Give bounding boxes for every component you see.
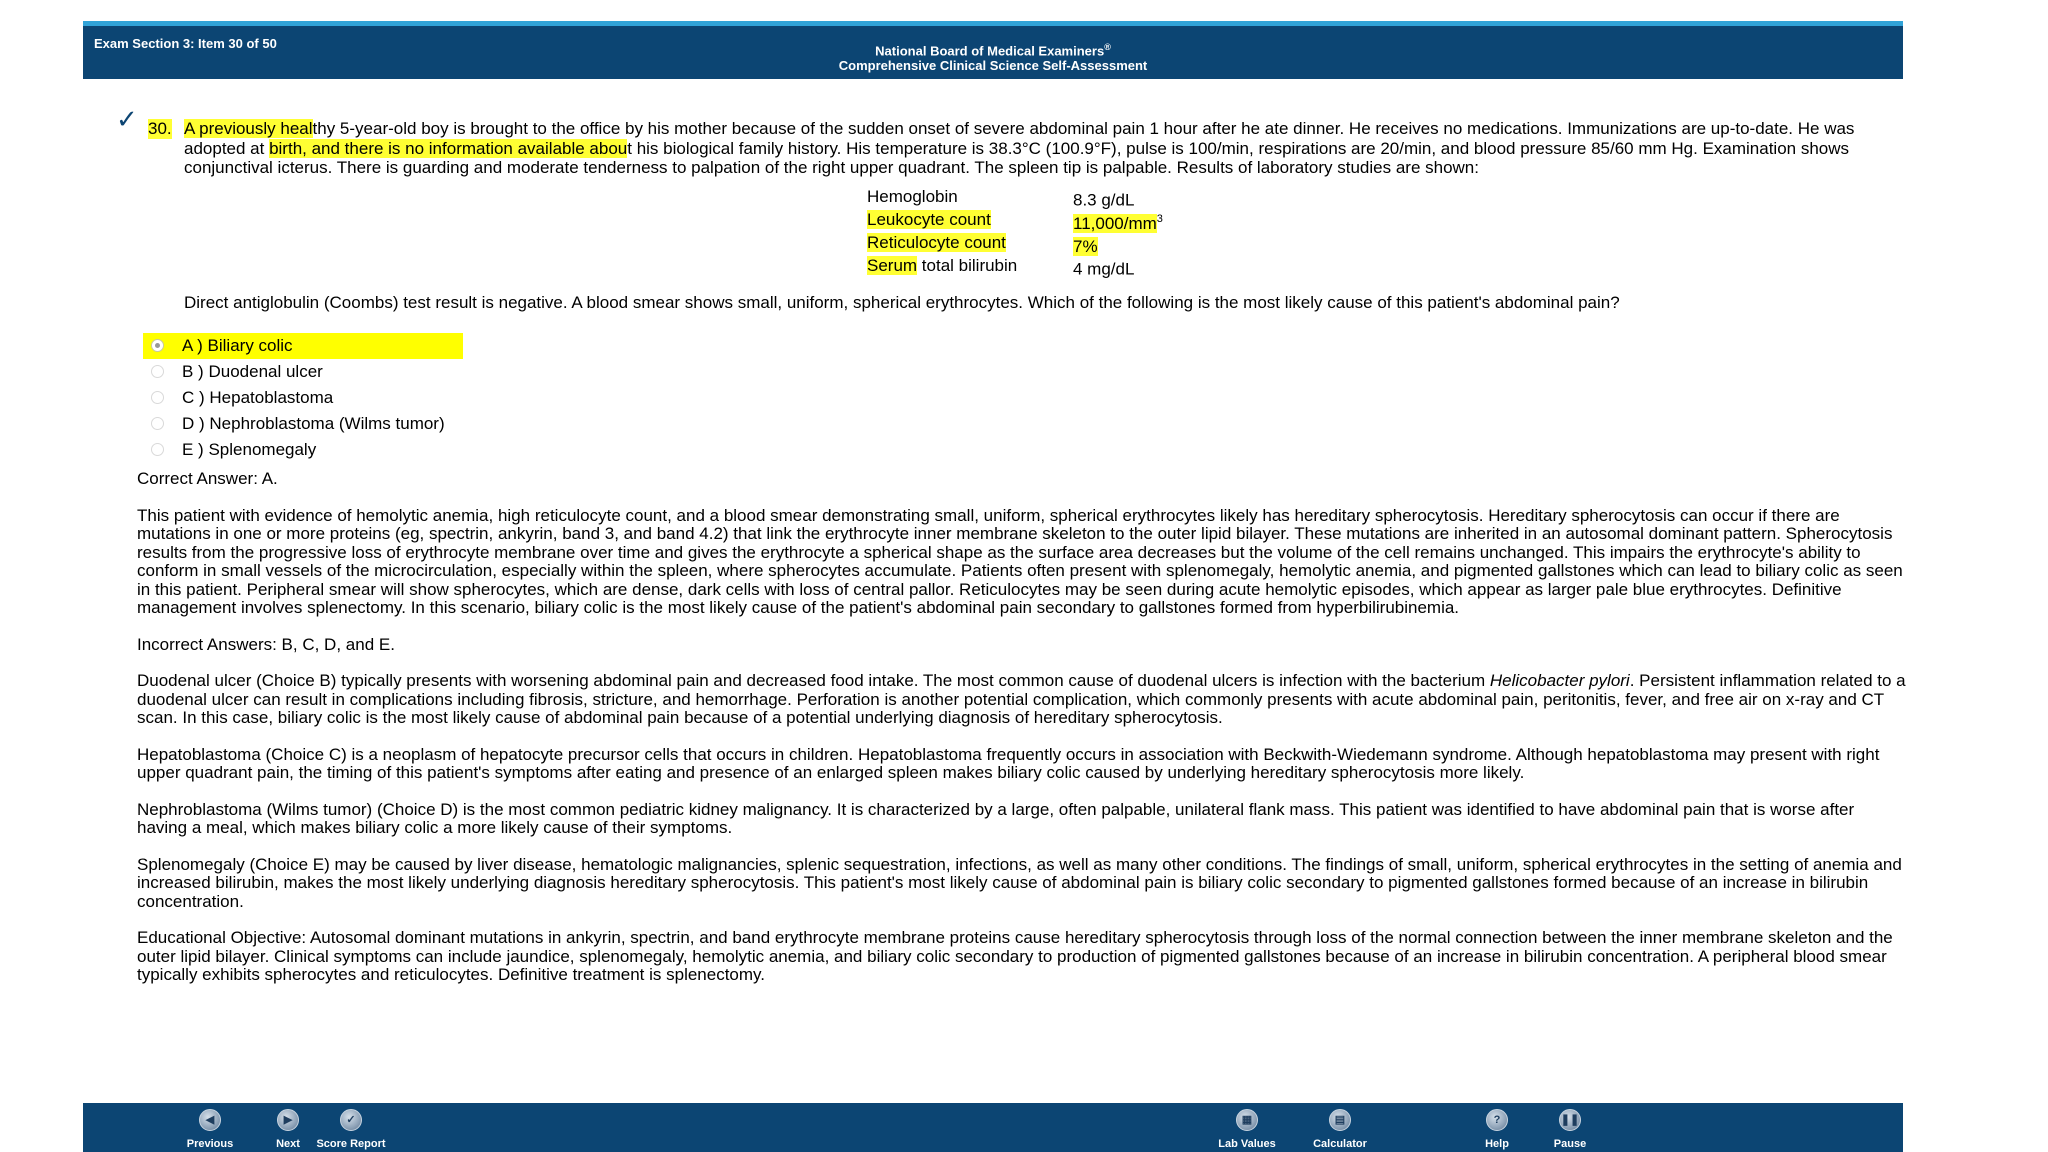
- radio-button[interactable]: [151, 365, 164, 378]
- calculator-button[interactable]: [1295, 1109, 1385, 1150]
- pause-label: Pause: [1553, 1138, 1587, 1150]
- question-number: 30.: [148, 119, 172, 138]
- choice-letter: B ): [182, 362, 204, 381]
- help-label: Help: [1485, 1138, 1509, 1150]
- arrow-right-icon: ▶: [277, 1109, 299, 1131]
- lab-name: [867, 187, 1073, 210]
- lab-row: [867, 187, 1163, 210]
- next-label: Next: [276, 1138, 300, 1150]
- navigation-toolbar: [83, 1103, 1903, 1152]
- lab-name-highlight: Leukocyte count: [867, 210, 991, 230]
- lab-value-highlight: 7%: [1073, 236, 1098, 256]
- lab-values-icon: ▦: [1236, 1109, 1258, 1131]
- choice-text: Biliary colic: [207, 336, 293, 355]
- choice-text: Splenomegaly: [208, 440, 317, 459]
- choice-d[interactable]: [143, 411, 463, 437]
- lab-name-text: total bilirubin: [917, 256, 1018, 276]
- explanation-text: . Persistent inflammation related to a duodenal ulcer can result in complications including fibrosis, stricture, and hemorrhage. Perforation is another potential complication, which commonly presents with acute abdominal pain, peritonitis, fever, and free air on x-ray and CT scan. In this case, biliary colic is the most likely cause of abdominal pain because of a potential underlying diagnosis of hereditary spherocytosis.: [137, 671, 1906, 727]
- lab-value-text: 8.3 g/dL: [1073, 190, 1135, 210]
- educational-objective: Educational Objective: Autosomal dominant mutations in ankyrin, spectrin, and band erythrocyte membrane proteins cause hereditary spherocytosis through loss of the normal connection between the inner membrane skeleton and the outer lipid bilayer. Clinical symptoms can include jaundice, splenomegaly, hemolytic anemia, and biliary colic secondary to production of pigmented gallstones because of an increase in bilirubin concentration. A peripheral blood smear typically exhibits spherocytes and reticulocytes. Definitive treatment is splenectomy.: [137, 928, 1893, 984]
- choice-label[interactable]: [182, 385, 333, 411]
- explanation-paragraph: Nephroblastoma (Wilms tumor) (Choice D) is the most common pediatric kidney malignancy. It is characterized by a large, often palpable, unilateral flank mass. This patient was identified to have abdominal pain that is worse after having a meal, which makes biliary colic a more likely cause of their symptoms.: [137, 799, 1855, 837]
- lab-value-unit-sup: 3: [1156, 213, 1163, 226]
- checkmark-icon: ✓: [340, 1109, 362, 1131]
- checkmark-icon[interactable]: ✓: [116, 104, 138, 134]
- radio-button[interactable]: [151, 417, 164, 430]
- choice-letter: C ): [182, 388, 205, 407]
- arrow-left-icon: ◀: [199, 1109, 221, 1131]
- lab-values-button[interactable]: [1202, 1109, 1292, 1150]
- lab-row: [867, 210, 1163, 233]
- lab-value-highlight: 11,000/mm: [1073, 213, 1157, 233]
- stem-highlight-2: birth, and there is no information available abou: [269, 138, 628, 158]
- explanation-paragraph: Splenomegaly (Choice E) may be caused by liver disease, hematologic malignancies, splenic sequestration, infections, as well as many other conditions. The findings of small, uniform, spherical erythrocytes in the setting of anemia and increased bilirubin, makes the most likely underlying diagnosis hereditary spherocytosis. This patient's most likely cause of abdominal pain is biliary colic secondary to pigmented gallstones formed because of an increase in bilirubin concentration.: [137, 854, 1902, 911]
- lab-value: [1073, 210, 1163, 233]
- lab-name-highlight: Reticulocyte count: [867, 233, 1006, 253]
- explanation-paragraph: This patient with evidence of hemolytic anemia, high reticulocyte count, and a blood smear demonstrating small, uniform, spherical erythrocytes likely has hereditary spherocytosis. Hereditary spherocytosis can occur if there are mutations in one or more proteins (eg, spectrin, ankyrin, band 3, and band 4.2) that link the erythrocyte inner membrane skeleton to the outer lipid bilayer. These mutations are inherited in an autosomal dominant pattern. Spherocytosis results from the progressive loss of erythrocyte membrane over time and gives the erythrocyte a spherical shape as the surface area decreases but the volume of the cell remains unchanged. This impairs the erythrocyte's ability to conform in small vessels of the microcirculation, especially within the spleen, where spherocytes accumulate. Patients often present with splenomegaly, hemolytic anemia, and pigmented gallstones which can lead to biliary colic as seen in this patient. Peripheral smear will show spherocytes, which are dense, dark cells with loss of central pallor. Reticulocytes may be seen during acute hemolytic episodes, which appear as larger pale blue erythrocytes. Definitive management involves splenectomy. In this scenario, biliary colic is the most likely cause of the patient's abdominal pain secondary to gallstones formed from hyperbilirubinemia.: [137, 505, 1903, 617]
- question-prompt: Direct antiglobulin (Coombs) test result is negative. A blood smear shows small, uniform, spherical erythrocytes. Which of the following is the most likely cause of this patient's abdominal pain?: [184, 293, 1620, 312]
- lab-row: [867, 256, 1163, 279]
- choice-letter: A ): [182, 336, 203, 355]
- lab-value: [1073, 256, 1134, 279]
- choice-label[interactable]: [182, 437, 316, 463]
- choice-letter: D ): [182, 414, 205, 433]
- choice-label[interactable]: [182, 411, 445, 437]
- choice-a[interactable]: [143, 333, 463, 359]
- explanation-paragraph: [137, 672, 1907, 728]
- radio-button[interactable]: [151, 443, 164, 456]
- explanation-text: Duodenal ulcer (Choice B) typically presents with worsening abdominal pain and decreased food intake. The most common cause of duodenal ulcers is infection with the bacterium: [137, 671, 1490, 690]
- answer-choices: [143, 333, 463, 463]
- lab-name: [867, 210, 1073, 233]
- lab-value: [1073, 233, 1098, 256]
- explanation-italic: Helicobacter pylori: [1489, 671, 1630, 690]
- lab-value-text: 4 mg/dL: [1073, 260, 1135, 280]
- radio-button[interactable]: [151, 391, 164, 404]
- pause-button[interactable]: [1525, 1109, 1615, 1150]
- choice-b[interactable]: [143, 359, 463, 385]
- title-line2: Comprehensive Clinical Science Self-Assessment: [838, 58, 1148, 74]
- choice-text: Nephroblastoma (Wilms tumor): [209, 414, 445, 433]
- question-stem: [184, 119, 1884, 178]
- stem-text-2: t his biological family history. His temperature is 38.3°C (100.9°F), pulse is 100/min, respirations are 20/min, and blood pressure 85/60 mm Hg. Examination shows conjunctival icterus. There is guarding and moderate tenderness to palpation of the right upper quadrant. The spleen tip is palpable. Results of laboratory studies are shown:: [184, 138, 1850, 177]
- choice-label[interactable]: [182, 333, 293, 359]
- lab-name: [867, 233, 1073, 256]
- calculator-label: Calculator: [1313, 1138, 1367, 1150]
- help-icon: ?: [1486, 1109, 1508, 1131]
- lab-row: [867, 233, 1163, 256]
- registered-mark: ®: [1104, 42, 1111, 52]
- radio-button[interactable]: [151, 339, 164, 352]
- section-indicator: Exam Section 3: Item 30 of 50: [94, 36, 277, 51]
- choice-c[interactable]: [143, 385, 463, 411]
- pause-icon: ❚❚: [1559, 1109, 1581, 1131]
- incorrect-answers: Incorrect Answers: B, C, D, and E.: [137, 634, 395, 654]
- lab-name-text: Hemoglobin: [867, 187, 958, 206]
- lab-results-table: [867, 187, 1163, 280]
- correct-answer: Correct Answer: A.: [137, 469, 278, 488]
- lab-values-label: Lab Values: [1218, 1138, 1276, 1150]
- previous-label: Previous: [186, 1138, 234, 1150]
- previous-button[interactable]: [165, 1109, 255, 1150]
- lab-value: [1073, 187, 1134, 210]
- score-report-label: Score Report: [316, 1138, 386, 1150]
- lab-name: [867, 256, 1073, 279]
- choice-letter: E ): [182, 440, 204, 459]
- choice-label[interactable]: [182, 359, 323, 385]
- explanation-paragraph: Hepatoblastoma (Choice C) is a neoplasm of hepatocyte precursor cells that occurs in children. Hepatoblastoma frequently occurs in association with Beckwith-Wiedemann syndrome. Although hepatoblastoma may present with right upper quadrant pain, the timing of this patient's symptoms after eating and presence of an enlarged spleen makes biliary colic caused by underlying hereditary spherocytosis more likely.: [137, 744, 1880, 782]
- calculator-icon: ▤: [1329, 1109, 1351, 1131]
- choice-text: Duodenal ulcer: [208, 362, 323, 381]
- stem-text-1: thy 5-year-old boy is brought to the office by his mother because of the sudden onset of severe abdominal pain 1 hour after he ate dinner. He receives no medications. Immunizations are up-to-date. He was adopted at: [184, 119, 1855, 158]
- title-line1: National Board of Medical Examiners: [875, 43, 1105, 59]
- choice-text: Hepatoblastoma: [209, 388, 334, 407]
- lab-name-highlight: Serum: [867, 256, 918, 276]
- score-report-button[interactable]: [306, 1109, 396, 1150]
- answer-explanation: [137, 470, 1907, 1003]
- choice-e[interactable]: [143, 437, 463, 463]
- stem-highlight-1: A previously heal: [184, 119, 313, 138]
